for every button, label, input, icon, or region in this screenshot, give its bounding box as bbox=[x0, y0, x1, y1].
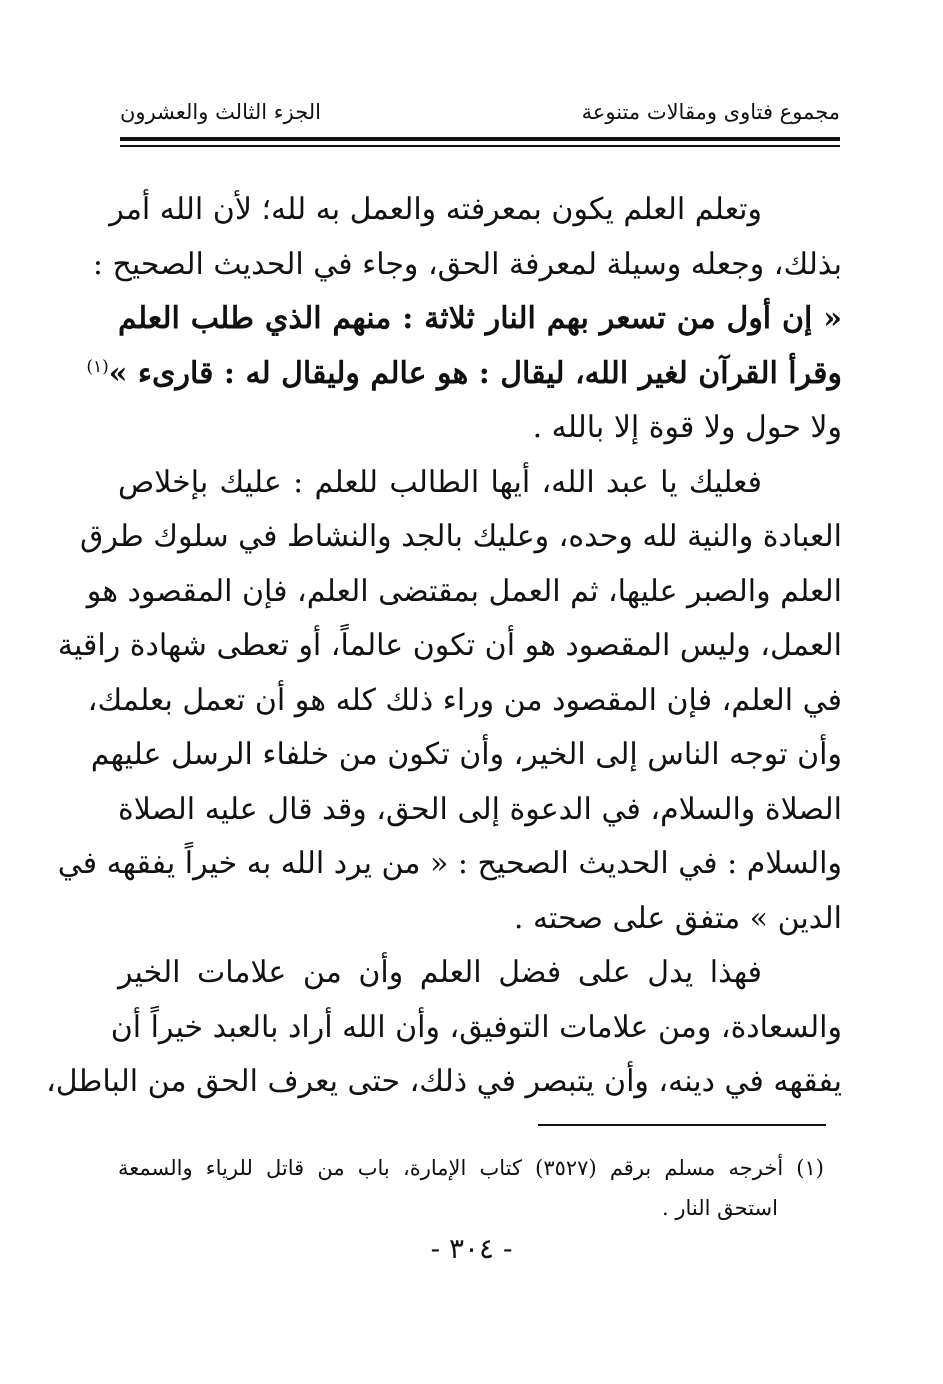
text-line: والسعادة، ومن علامات التوفيق، وأن الله أراد بالعبد خيراً أن bbox=[110, 1009, 842, 1045]
text-line: وأن توجه الناس إلى الخير، وأن تكون من خلفاء الرسل عليهم bbox=[90, 737, 842, 772]
footnote-separator bbox=[538, 1124, 826, 1126]
text-line: الصلاة والسلام، في الدعوة إلى الحق، وقد قال عليه الصلاة bbox=[118, 791, 842, 827]
text-line: بذلك، وجعله وسيلة لمعرفة الحق، وجاء في الحديث الصحيح : bbox=[92, 246, 842, 282]
text-line: الدين » متفق على صحته . bbox=[513, 900, 842, 936]
footnote-line: استحق النار . bbox=[662, 1196, 778, 1220]
volume-label: الجزء الثالث والعشرون bbox=[120, 100, 321, 124]
hadith-text: وقرأ القرآن لغير الله، ليقال : هو عالم وليقال له : قارىء » bbox=[108, 355, 842, 391]
footnote-line: (١) أخرجه مسلم برقم (٣٥٢٧) كتاب الإمارة، باب من قاتل للرياء والسمعة bbox=[118, 1156, 824, 1180]
page-header bbox=[120, 100, 840, 134]
book-title: مجموع فتاوى ومقالات متنوعة bbox=[581, 100, 840, 124]
text-line: وتعلم العلم يكون بمعرفته والعمل به لله؛ لأن الله أمر bbox=[109, 192, 762, 227]
text-line: العمل، وليس المقصود هو أن تكون عالماً، أو تعطى شهادة راقية bbox=[57, 628, 842, 663]
hadith-line: « إن أول من تسعر بهم النار ثلاثة : منهم الذي طلب العلم bbox=[118, 301, 842, 336]
footnote bbox=[118, 1148, 824, 1228]
text-line: ولا حول ولا قوة إلا بالله . bbox=[532, 410, 842, 445]
text-line: يفقهه في دينه، وأن يتبصر في ذلك، حتى يعرف الحق من الباطل، bbox=[46, 1064, 842, 1099]
text-line: فعليك يا عبد الله، أيها الطالب للعلم : عليك بإخلاص bbox=[118, 464, 762, 500]
text-line: في العلم، فإن المقصود من وراء ذلك كله هو أن تعمل بعلمك، bbox=[87, 682, 842, 718]
page-number: - ٣٠٤ - bbox=[430, 1232, 513, 1265]
main-text bbox=[46, 183, 842, 1110]
header-rule-thin bbox=[120, 145, 840, 147]
text-line: والسلام : في الحديث الصحيح : « من يرد الله به خيراً يفقهه في bbox=[57, 846, 842, 881]
text-line: العلم والصبر عليها، ثم العمل بمقتضى العلم، فإن المقصود هو bbox=[86, 573, 842, 609]
text-line: فهذا يدل على فضل العلم وأن من علامات الخير bbox=[118, 955, 762, 990]
header-rule-thick bbox=[120, 137, 840, 141]
footnote-reference: (١) bbox=[86, 356, 109, 377]
text-line: العبادة والنية لله وحده، وعليك بالجد والنشاط في سلوك طرق bbox=[80, 519, 842, 554]
hadith-line-with-ref bbox=[86, 347, 842, 402]
